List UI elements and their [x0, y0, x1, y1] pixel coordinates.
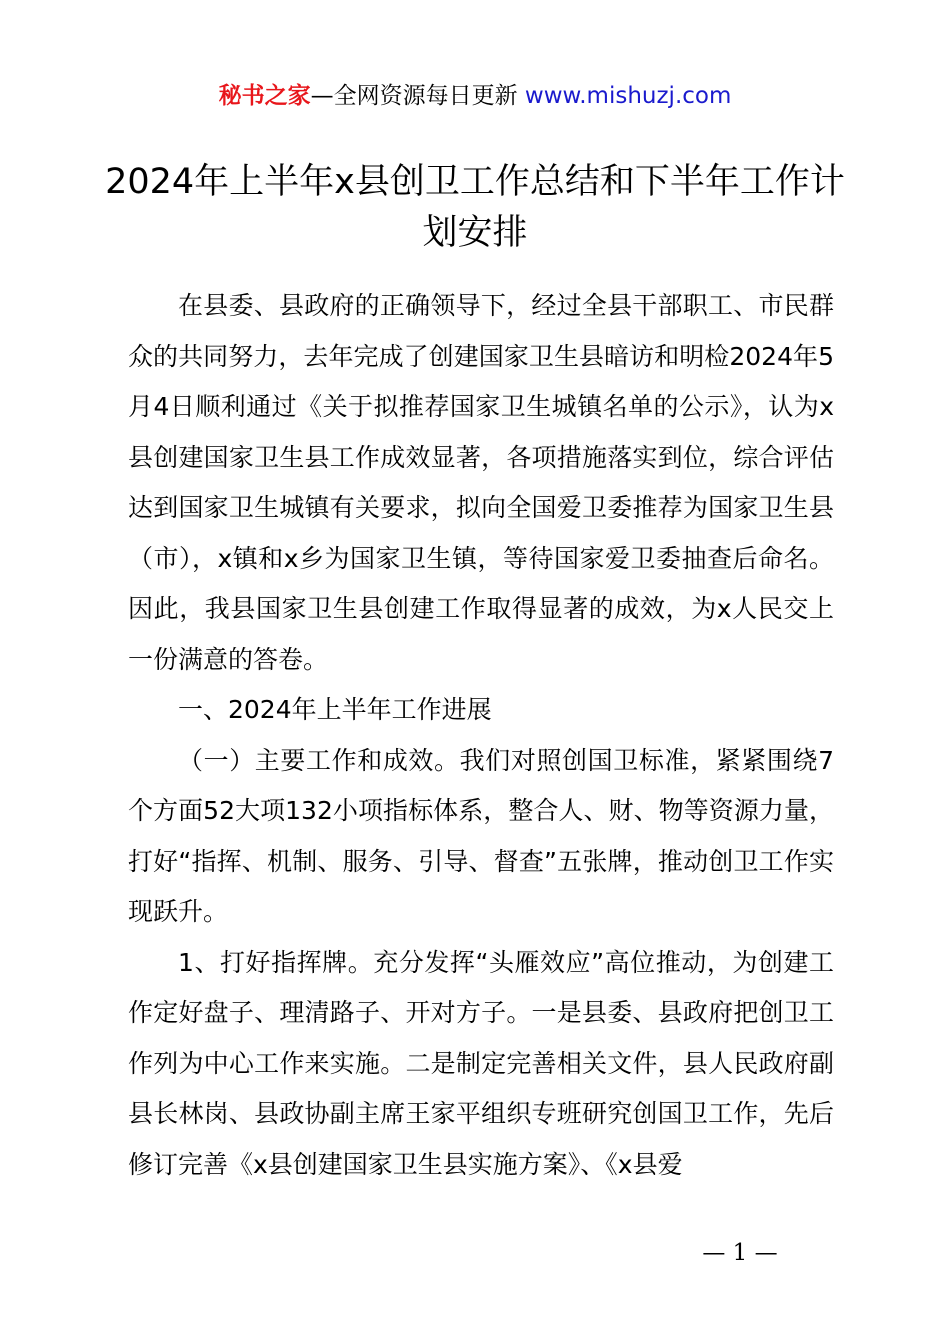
- item-paragraph: 1、打好指挥牌。充分发挥“头雁效应”高位推动，为创建工作定好盘子、理清路子、开对方子。一是县委、县政府把创卫工作列为中心工作来实施。二是制定完善相关文件，县人民政府副县长林岗、县政协副主席王家平组织专班研究创国卫工作，先后修订完善《x县创建国家卫生县实施方案》、《x县爱: [128, 947, 834, 1179]
- document-body: [128, 281, 834, 1190]
- site-brand: 秘书之家: [218, 83, 311, 109]
- section-heading: 一、2024年上半年工作进展: [178, 695, 492, 724]
- intro-paragraph: 在县委、县政府的正确领导下，经过全县干部职工、市民群众的共同努力，去年完成了创建国家卫生县暗访和明检2024年5月4日顺利通过《关于拟推荐国家卫生城镇名单的公示》，认为x县创建国家卫生县工作成效显著，各项措施落实到位，综合评估达到国家卫生城镇有关要求，拟向全国爱卫委推荐为国家卫生县（市），x镇和x乡为国家卫生镇，等待国家爱卫委抽查后命名。因此，我县国家卫生县创建工作取得显著的成效，为x人民交上一份满意的答卷。: [128, 291, 834, 674]
- site-header: [0, 80, 950, 112]
- document-title: 2024年上半年x县创卫工作总结和下半年工作计划安排: [105, 162, 845, 253]
- site-url-link[interactable]: www.mishuzj.com: [524, 83, 732, 109]
- page-number: — 1 —: [702, 1240, 778, 1266]
- site-tagline: —全网资源每日更新: [310, 83, 518, 109]
- subsection-paragraph: （一）主要工作和成效。我们对照创国卫标准，紧紧围绕7个方面52大项132小项指标体系，整合人、财、物等资源力量，打好“指挥、机制、服务、引导、督查”五张牌，推动创卫工作实现跃升。: [128, 745, 834, 926]
